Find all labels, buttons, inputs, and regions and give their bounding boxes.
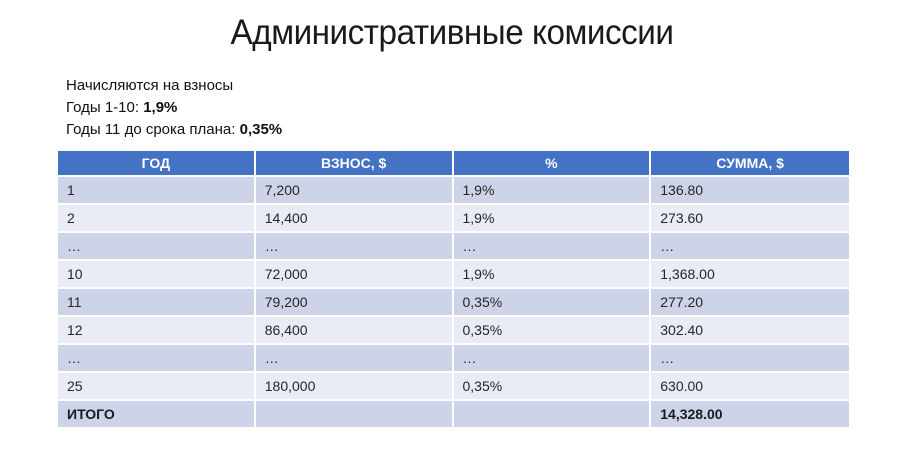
- cell-percent: 0,35%: [454, 317, 652, 345]
- cell-contribution: [256, 401, 454, 429]
- cell-contribution: 72,000: [256, 261, 454, 289]
- cell-amount: …: [651, 233, 849, 261]
- cell-amount: 136.80: [651, 177, 849, 205]
- intro-line2-prefix: Годы 1-10:: [66, 99, 144, 116]
- cell-contribution: 14,400: [256, 205, 454, 233]
- intro-line-years-11-plus: [66, 119, 282, 141]
- cell-percent: …: [454, 233, 652, 261]
- cell-year: 1: [58, 177, 256, 205]
- fees-table: [58, 151, 849, 429]
- cell-percent: 1,9%: [454, 177, 652, 205]
- cell-contribution: …: [256, 233, 454, 261]
- cell-percent: 0,35%: [454, 373, 652, 401]
- cell-amount: 630.00: [651, 373, 849, 401]
- table-row: [58, 373, 849, 401]
- intro-text-block: [66, 75, 282, 141]
- cell-amount: 277.20: [651, 289, 849, 317]
- header-percent: %: [454, 151, 652, 177]
- cell-year: 25: [58, 373, 256, 401]
- table-total-row: [58, 401, 849, 429]
- cell-amount: 302.40: [651, 317, 849, 345]
- intro-line-accrual: Начисляются на взносы: [66, 77, 234, 94]
- table-row: [58, 205, 849, 233]
- header-amount: СУММА, $: [651, 151, 849, 177]
- intro-line3-rate: 0,35%: [239, 121, 283, 138]
- intro-line-years-1-10: [66, 97, 282, 119]
- table-row: [58, 177, 849, 205]
- table-row: [58, 317, 849, 345]
- cell-percent: …: [454, 345, 652, 373]
- table-header-row: [58, 151, 849, 177]
- table-row-ellipsis: [58, 345, 849, 373]
- cell-contribution: 180,000: [256, 373, 454, 401]
- cell-year: 2: [58, 205, 256, 233]
- cell-year: 12: [58, 317, 256, 345]
- cell-contribution: …: [256, 345, 454, 373]
- cell-percent: 0,35%: [454, 289, 652, 317]
- cell-year: 11: [58, 289, 256, 317]
- cell-amount: 273.60: [651, 205, 849, 233]
- cell-year: …: [58, 233, 256, 261]
- cell-percent: 1,9%: [454, 205, 652, 233]
- header-year: ГОД: [58, 151, 256, 177]
- page-title: Административные комиссии: [230, 13, 674, 52]
- cell-year: 10: [58, 261, 256, 289]
- cell-year: …: [58, 345, 256, 373]
- cell-percent: 1,9%: [454, 261, 652, 289]
- table-row-ellipsis: [58, 233, 849, 261]
- cell-contribution: 86,400: [256, 317, 454, 345]
- table-row: [58, 261, 849, 289]
- cell-contribution: 79,200: [256, 289, 454, 317]
- cell-total-label: ИТОГО: [58, 401, 256, 429]
- cell-total-amount: 14,328.00: [651, 401, 849, 429]
- table-row: [58, 289, 849, 317]
- cell-contribution: 7,200: [256, 177, 454, 205]
- cell-amount: …: [651, 345, 849, 373]
- header-contribution: ВЗНОС, $: [256, 151, 454, 177]
- cell-amount: 1,368.00: [651, 261, 849, 289]
- intro-line2-rate: 1,9%: [143, 99, 178, 116]
- cell-percent: [454, 401, 652, 429]
- intro-line3-prefix: Годы 11 до срока плана:: [66, 121, 240, 138]
